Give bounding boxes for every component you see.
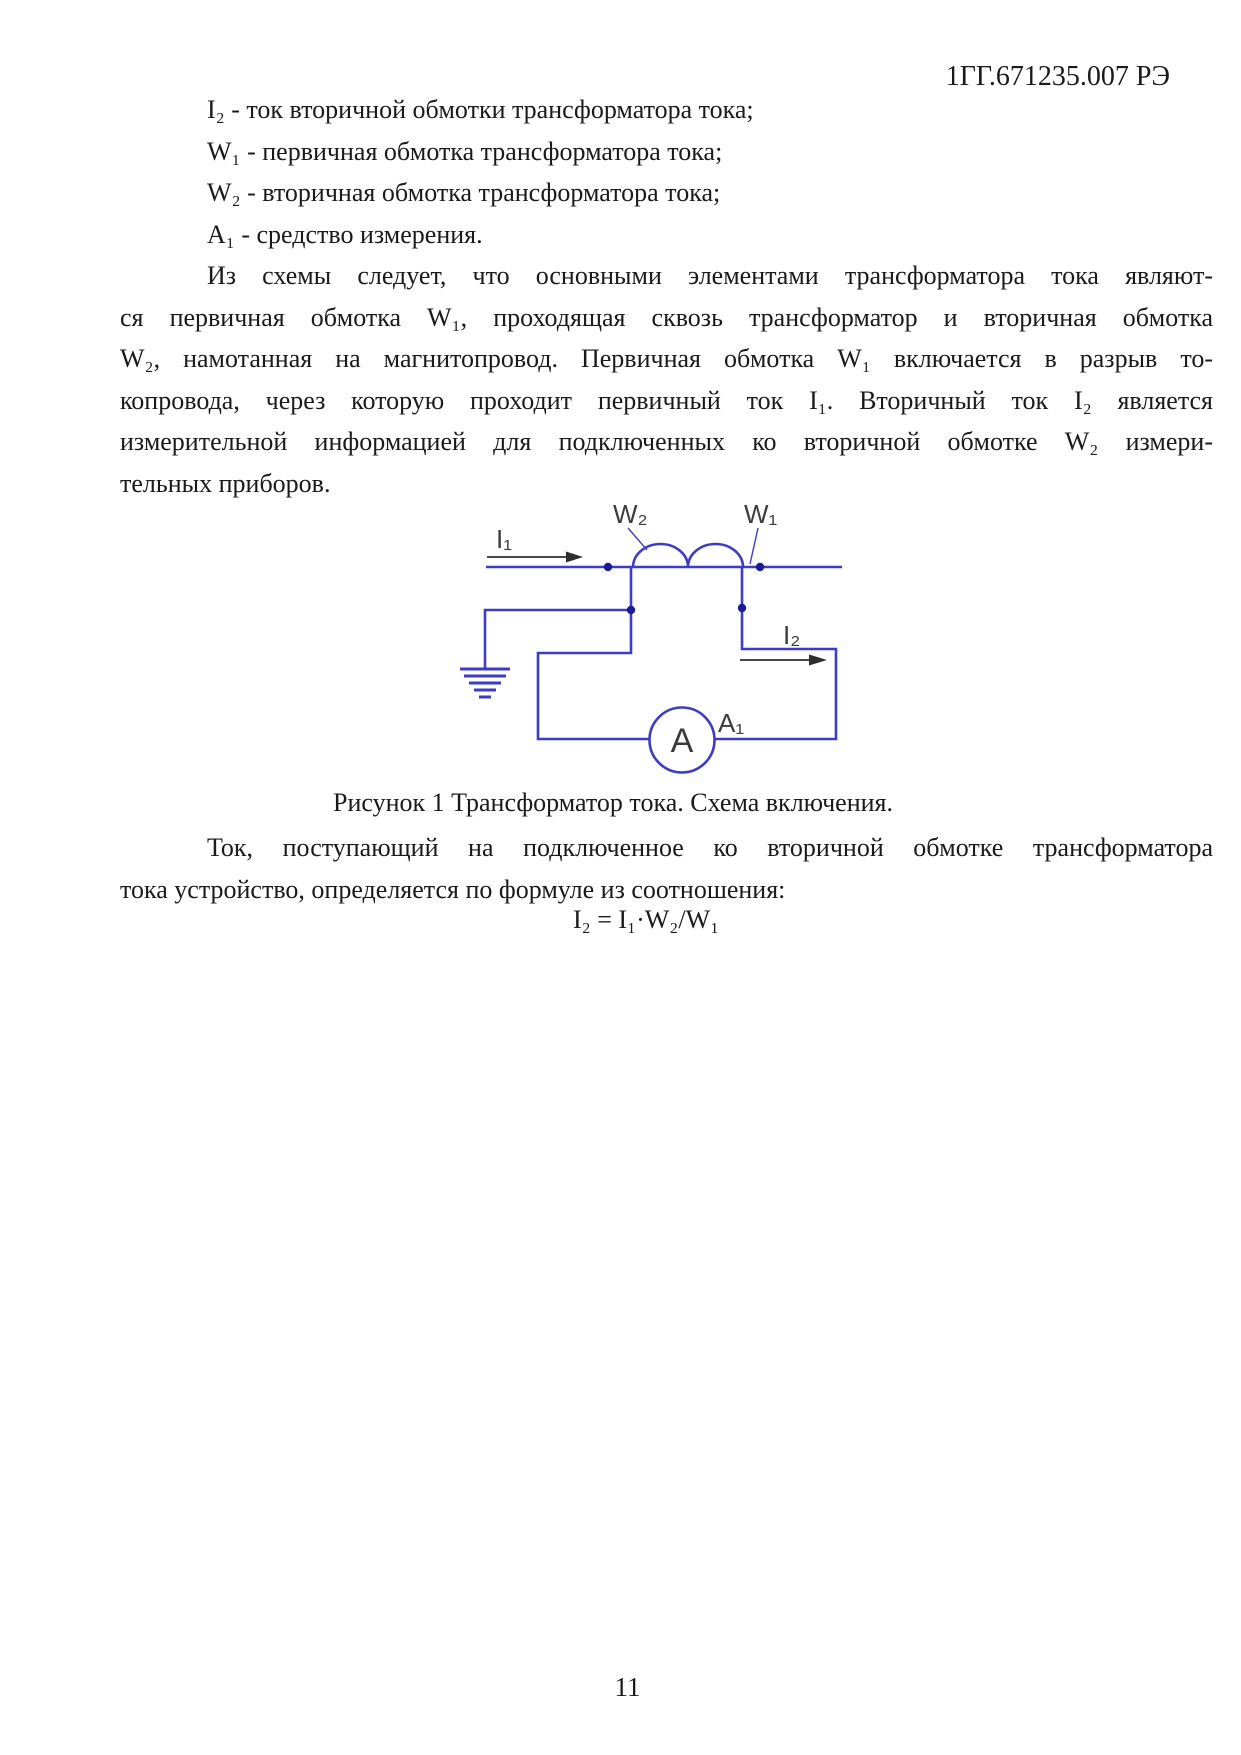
junction-dot xyxy=(627,606,635,614)
paragraph-line: W₂, намотанная на магнитопровод. Первичная обмотка W₁ включается в разрыв то- xyxy=(120,344,1213,373)
doc-number: 1ГГ.671235.007 РЭ xyxy=(945,61,1170,92)
paragraph-line: ся первичная обмотка W₁, проходящая сквозь трансформатор и вторичная обмотка xyxy=(120,302,1213,332)
paragraph-line: тока устройство, определяется по формуле из соотношения: xyxy=(120,874,786,904)
label-a1: A₁ xyxy=(718,708,745,738)
page-number: 11 xyxy=(614,1672,641,1702)
paragraph-line: измерительной информацией для подключенных ко вторичной обмотке W₂ измери- xyxy=(120,427,1213,456)
paragraph-line: Ток, поступающий на подключенное ко вторичной обмотке трансформатора xyxy=(207,833,1213,862)
paragraph-line: копровода, через которую проходит первичный ток I₁. Вторичный ток I₂ является xyxy=(120,385,1213,415)
junction-dot xyxy=(738,604,746,612)
secondary-wire-left xyxy=(538,567,650,739)
i2-arrowhead xyxy=(809,655,827,666)
junction-dot xyxy=(756,563,764,571)
paragraph-line: тельных приборов. xyxy=(120,468,331,498)
paragraph-line: Из схемы следует, что основными элементами трансформатора тока являют- xyxy=(207,261,1213,290)
label-w2: W₂ xyxy=(613,499,648,529)
definition-line: W₂ - вторичная обмотка трансформатора тока; xyxy=(207,178,721,207)
junction-dot xyxy=(604,563,612,571)
definition-line: A₁ - средство измерения. xyxy=(207,219,483,249)
label-i1: I₁ xyxy=(496,524,512,554)
winding-coil xyxy=(633,544,743,567)
figure-caption: Рисунок 1 Трансформатор тока. Схема включения. xyxy=(333,788,894,817)
i1-arrowhead xyxy=(566,552,583,563)
definition-line: I₂ - ток вторичной обмотки трансформатора тока; xyxy=(207,95,754,124)
ammeter-letter: A xyxy=(670,722,694,760)
label-w1: W₁ xyxy=(744,499,778,529)
w2-leader-line xyxy=(628,528,647,550)
ground-wire xyxy=(485,610,631,668)
body-text xyxy=(120,89,1213,504)
body-text-2 xyxy=(120,827,1213,910)
w1-leader-line xyxy=(750,528,758,564)
label-i2: I₂ xyxy=(783,620,801,650)
junction-dots xyxy=(604,563,764,614)
formula: I₂ = I₁·W₂/W₁ xyxy=(573,905,720,934)
definition-line: W₁ - первичная обмотка трансформатора тока; xyxy=(207,136,723,166)
wires xyxy=(460,528,842,773)
ground-icon xyxy=(460,669,510,697)
circuit-diagram xyxy=(420,495,850,780)
